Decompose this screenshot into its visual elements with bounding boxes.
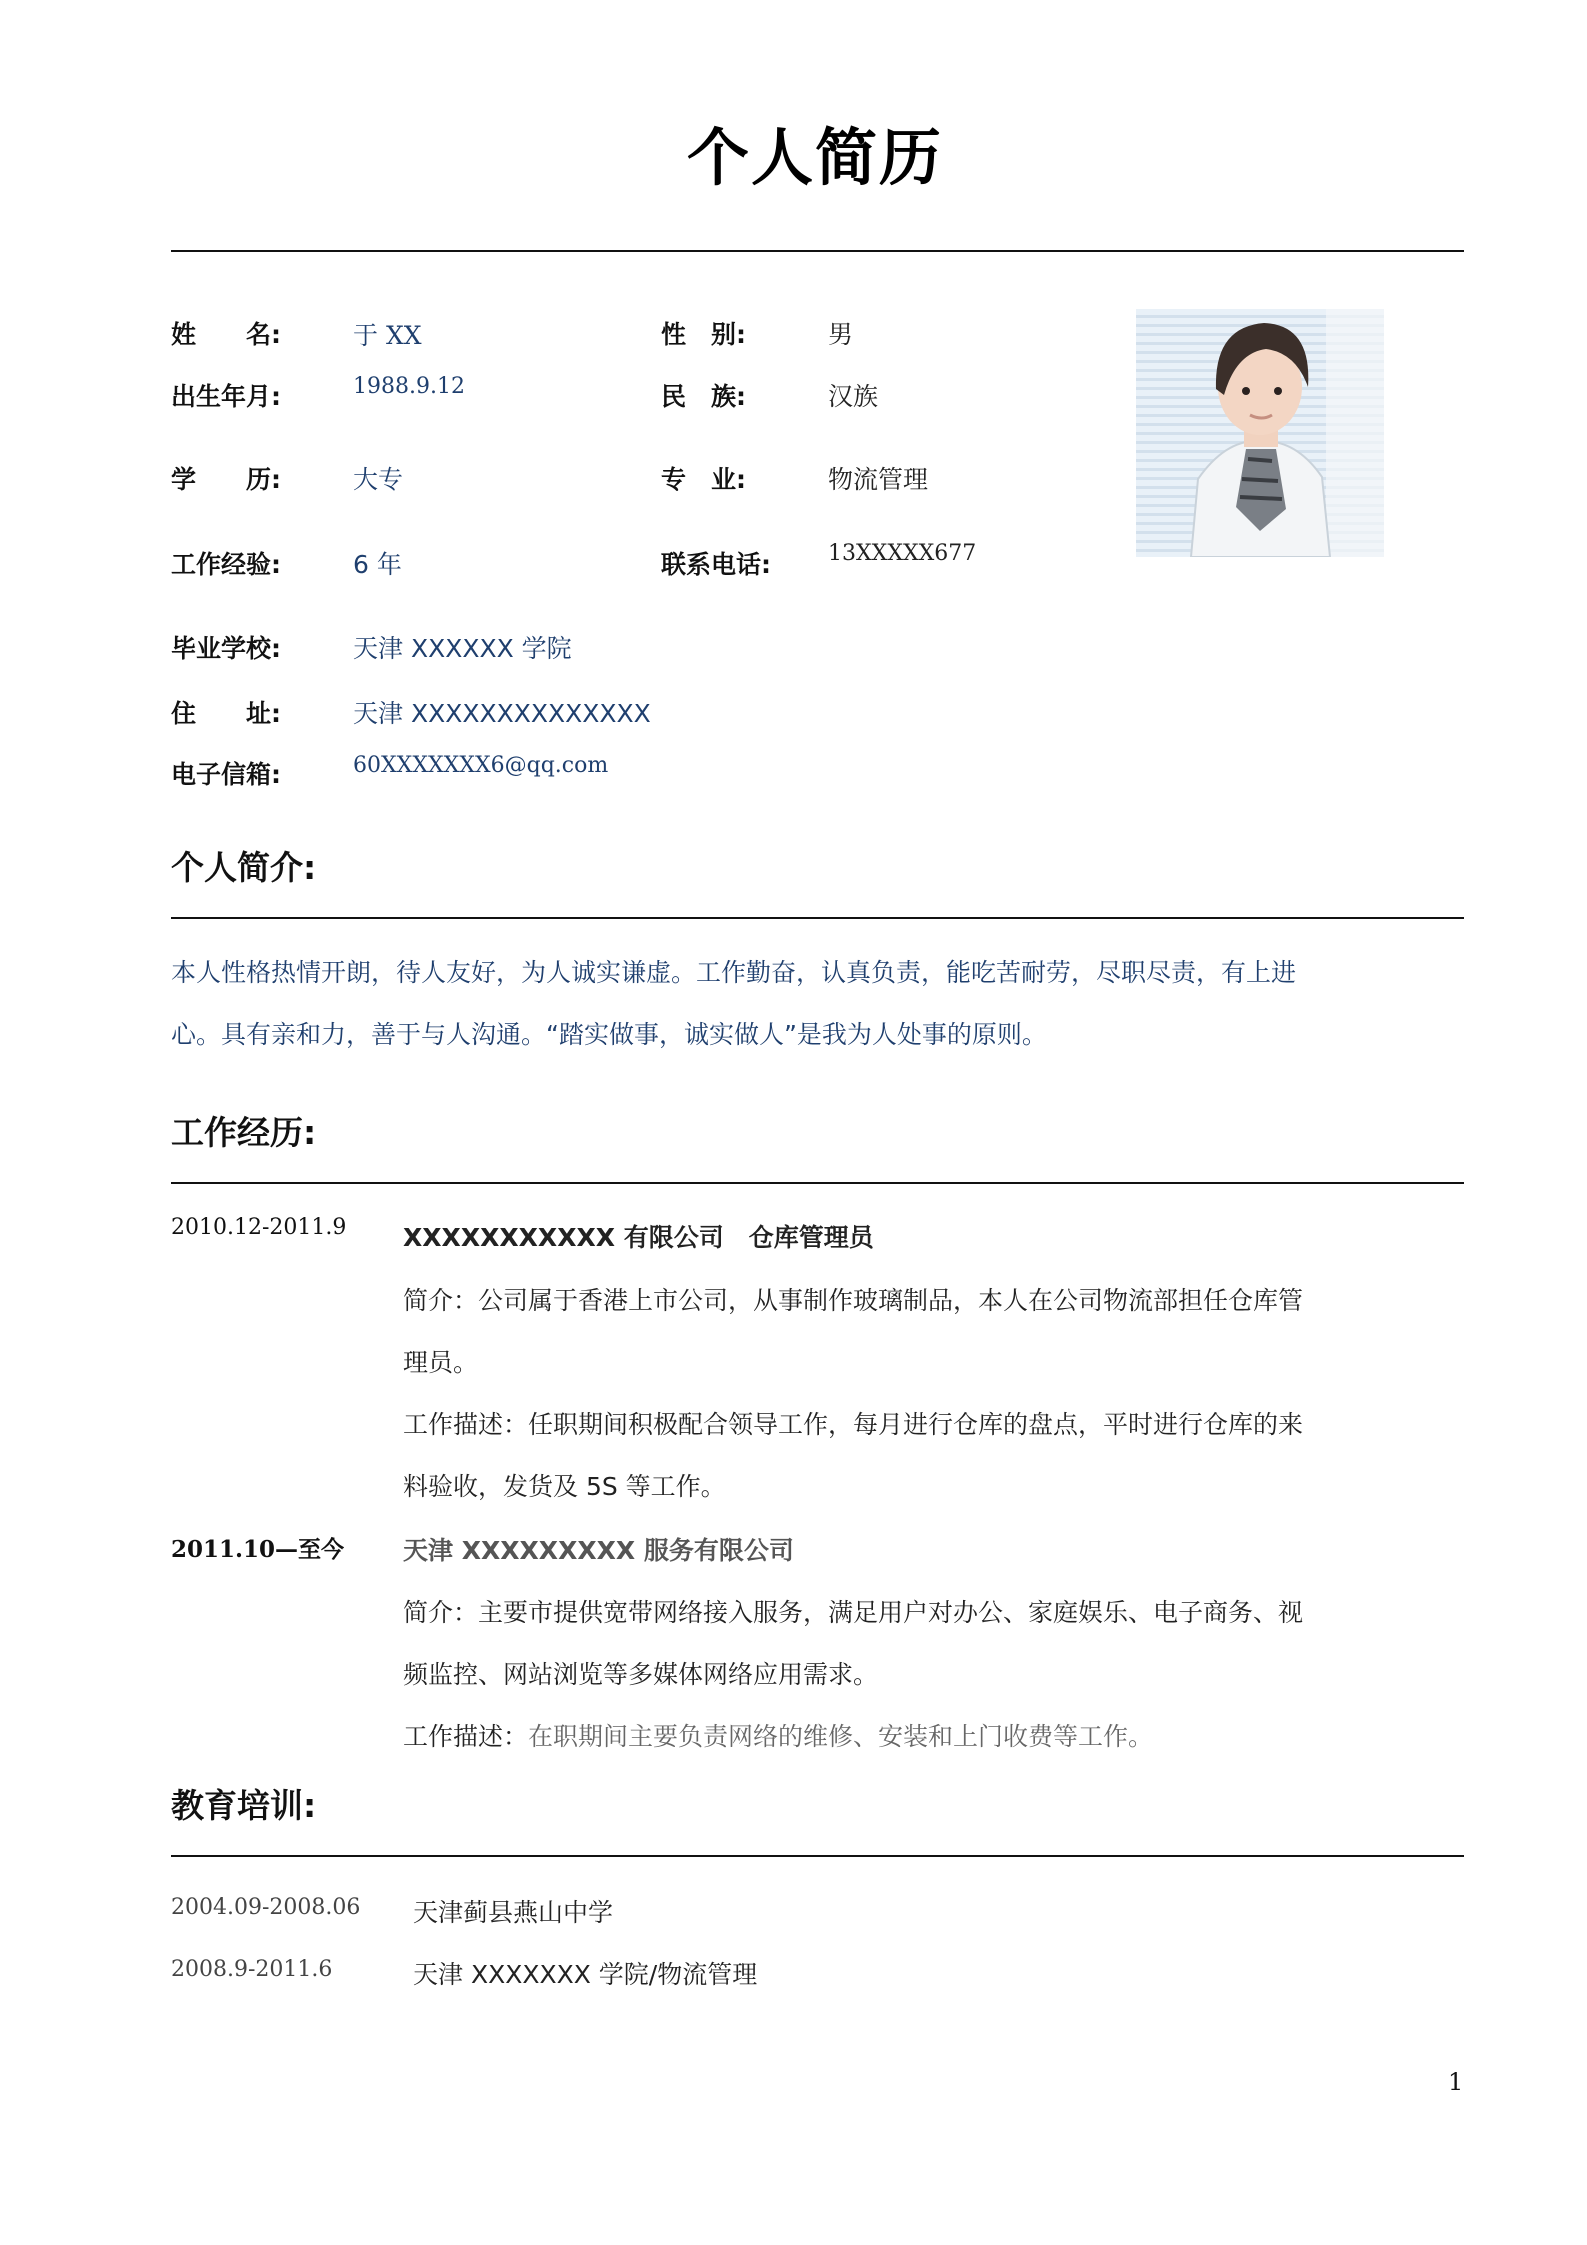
ethnicity-value: 汉族 <box>828 382 879 411</box>
job-description-label: 工作描述： <box>403 1722 529 1751</box>
birth-value: 1988.9.12 <box>353 374 465 399</box>
experience-value: 6 年 <box>353 550 402 579</box>
phone-value: 13XXXXX677 <box>828 541 977 566</box>
intro-heading: 个人简介: <box>171 848 317 887</box>
name-value: 于 XX <box>353 321 422 350</box>
job-company: 天津 XXXXXXXXX 服务有限公司 <box>403 1536 794 1565</box>
name-label: 姓 名: <box>171 320 281 349</box>
experience-label: 工作经验: <box>171 550 281 579</box>
gender-value: 男 <box>828 320 854 349</box>
education-divider <box>171 1855 1464 1857</box>
major-value: 物流管理 <box>828 465 929 494</box>
school-value: 天津 XXXXXX 学院 <box>353 634 572 663</box>
school-label: 毕业学校: <box>171 634 281 663</box>
education-value: 大专 <box>353 465 404 494</box>
work-heading: 工作经历: <box>171 1113 317 1152</box>
job-line: 理员。 <box>403 1348 479 1377</box>
job-description-text: 在职期间主要负责网络的维修、安装和上门收费等工作。 <box>528 1722 1154 1751</box>
intro-divider <box>171 917 1464 919</box>
intro-line-2: 心。具有亲和力，善于与人沟通。“踏实做事，诚实做人”是我为人处事的原则。 <box>171 1020 1047 1049</box>
work-divider <box>171 1182 1464 1184</box>
intro-line-1: 本人性格热情开朗，待人友好，为人诚实谦虚。工作勤奋，认真负责，能吃苦耐劳，尽职尽责，有上进 <box>171 958 1297 987</box>
education-school: 天津蓟县燕山中学 <box>413 1898 614 1927</box>
job-line: 简介：公司属于香港上市公司，从事制作玻璃制品，本人在公司物流部担任仓库管 <box>403 1286 1304 1315</box>
job-line: 频监控、网站浏览等多媒体网络应用需求。 <box>403 1660 879 1689</box>
education-label: 学 历: <box>171 465 281 494</box>
job-line: 料验收，发货及 5S 等工作。 <box>403 1472 726 1501</box>
person-photo-icon <box>1136 309 1384 557</box>
address-label: 住 址: <box>171 699 281 728</box>
education-school: 天津 XXXXXXX 学院/物流管理 <box>413 1960 758 1989</box>
job-line: 工作描述：任职期间积极配合领导工作，每月进行仓库的盘点，平时进行仓库的来 <box>403 1410 1304 1439</box>
education-date: 2004.09-2008.06 <box>171 1895 361 1920</box>
page-title: 个人简历 <box>686 121 943 194</box>
profile-photo <box>1136 309 1384 557</box>
email-value: 60XXXXXXX6@qq.com <box>353 753 609 778</box>
title-divider <box>171 250 1464 252</box>
job-date: 2011.10—至今 <box>171 1536 345 1563</box>
job-date: 2010.12-2011.9 <box>171 1215 347 1240</box>
phone-label: 联系电话: <box>661 550 771 579</box>
email-label: 电子信箱: <box>171 760 281 789</box>
job-line: 简介：主要市提供宽带网络接入服务，满足用户对办公、家庭娱乐、电子商务、视 <box>403 1598 1304 1627</box>
gender-label: 性 别: <box>661 320 746 349</box>
education-heading: 教育培训: <box>171 1786 317 1825</box>
job-description <box>403 1717 1153 1753</box>
birth-label: 出生年月: <box>171 382 281 411</box>
address-value: 天津 XXXXXXXXXXXXXX <box>353 699 651 728</box>
ethnicity-label: 民 族: <box>661 382 746 411</box>
job-company: XXXXXXXXXXX 有限公司 仓库管理员 <box>403 1223 874 1252</box>
major-label: 专 业: <box>661 465 746 494</box>
page-number: 1 <box>1448 2068 1464 2096</box>
education-date: 2008.9-2011.6 <box>171 1957 333 1982</box>
